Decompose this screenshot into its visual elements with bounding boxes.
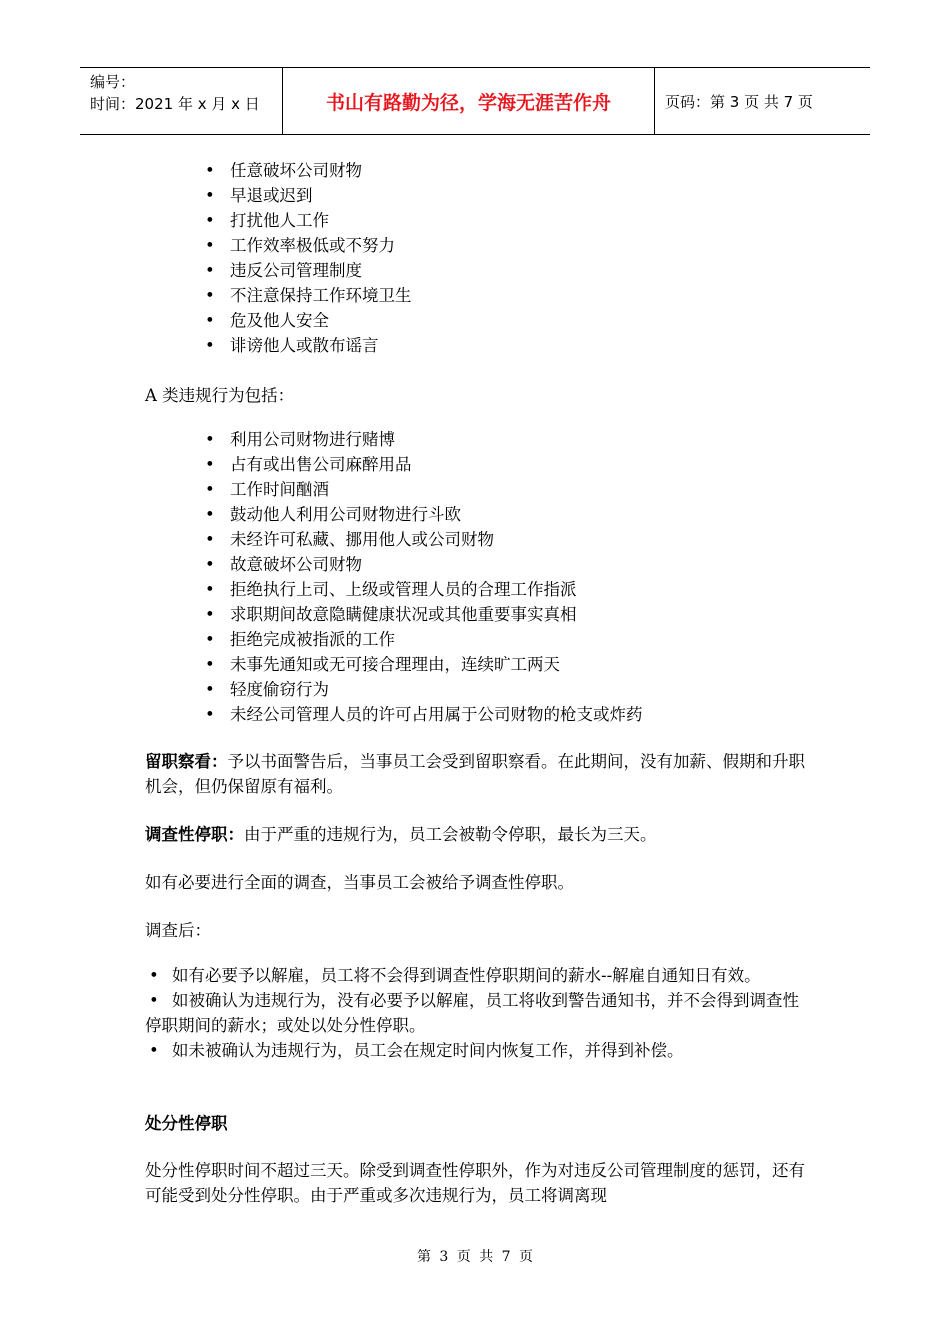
bullet-icon: • — [205, 186, 215, 205]
list-item — [205, 183, 412, 208]
list-item-text: 打扰他人工作 — [230, 211, 329, 230]
list-item-text: 拒绝执行上司、上级或管理人员的合理工作指派 — [230, 580, 577, 599]
bullet-icon: • — [205, 161, 215, 180]
list-item-text: 工作效率极低或不努力 — [230, 236, 395, 255]
list-item-text: 任意破坏公司财物 — [230, 161, 362, 180]
bullet-icon: • — [205, 605, 215, 624]
document-number: 编号： — [90, 73, 136, 91]
bullet-icon: • — [205, 655, 215, 674]
investigative-label: 调查性停职： — [145, 825, 244, 844]
bullet-icon: • — [205, 236, 215, 255]
list-item — [205, 333, 412, 358]
bullet-icon: • — [205, 630, 215, 649]
probation-paragraph — [145, 749, 815, 799]
outcome-text: 如未被确认为违规行为，员工会在规定时间内恢复工作，并得到补偿。 — [172, 1041, 684, 1060]
outcome-text: 如有必要予以解雇，员工将不会得到调查性停职期间的薪水--解雇自通知日有效。 — [172, 966, 761, 985]
bullet-icon: • — [205, 705, 215, 724]
bullet-icon: • — [205, 261, 215, 280]
bullet-icon: • — [149, 991, 159, 1010]
bullet-icon: • — [205, 580, 215, 599]
outcome-item — [145, 1038, 815, 1063]
list-item — [205, 577, 643, 602]
bullet-icon: • — [149, 966, 159, 985]
list-item — [205, 527, 643, 552]
list-item-text: 危及他人安全 — [230, 311, 329, 330]
list-item — [205, 452, 643, 477]
disciplinary-heading — [145, 1111, 815, 1136]
list-item — [205, 477, 643, 502]
list-item-text: 违反公司管理制度 — [230, 261, 362, 280]
list-item — [205, 502, 643, 527]
page-header — [80, 67, 870, 135]
list-item — [205, 158, 412, 183]
list-item — [205, 233, 412, 258]
document-date: 时间：2021 年 x 月 x 日 — [90, 95, 260, 113]
list-item — [205, 427, 643, 452]
bullet-icon: • — [149, 1041, 159, 1060]
bullet-icon: • — [205, 336, 215, 355]
list-item — [205, 552, 643, 577]
list-item-text: 轻度偷窃行为 — [230, 680, 329, 699]
list-item-text: 占有或出售公司麻醉用品 — [230, 455, 412, 474]
bullet-icon: • — [205, 211, 215, 230]
probation-label: 留职察看： — [145, 752, 228, 771]
list-item — [205, 208, 412, 233]
outcome-item — [145, 988, 815, 1038]
list-item-text: 不注意保持工作环境卫生 — [230, 286, 412, 305]
list-item-text: 诽谤他人或散布谣言 — [230, 336, 379, 355]
bullet-icon: • — [205, 555, 215, 574]
list-item-text: 故意破坏公司财物 — [230, 555, 362, 574]
list-item-text: 鼓动他人利用公司财物进行斗欧 — [230, 505, 461, 524]
violation-list-a — [205, 427, 643, 727]
list-item-text: 未经公司管理人员的许可占用属于公司财物的枪支或炸药 — [230, 705, 643, 724]
list-item-text: 工作时间酗酒 — [230, 480, 329, 499]
probation-text: 予以书面警告后，当事员工会受到留职察看。在此期间，没有加薪、假期和升职机会，但仍保留原有福利。 — [145, 752, 805, 796]
list-item-text: 利用公司财物进行赌博 — [230, 430, 395, 449]
header-page-code: 页码：第 3 页 共 7 页 — [665, 92, 813, 111]
header-meta-cell — [80, 68, 283, 134]
bullet-icon: • — [205, 480, 215, 499]
page-footer: 第 3 页 共 7 页 — [416, 1249, 534, 1265]
bullet-icon: • — [205, 430, 215, 449]
outcome-item — [145, 963, 815, 988]
list-item-text: 未事先通知或无可接合理理由，连续旷工两天 — [230, 655, 560, 674]
investigative-note: 如有必要进行全面的调查，当事员工会被给予调查性停职。 — [145, 873, 574, 892]
bullet-icon: • — [205, 505, 215, 524]
investigation-outcomes — [145, 963, 815, 1063]
a-class-heading: A 类违规行为包括： — [145, 386, 295, 405]
bullet-icon: • — [205, 455, 215, 474]
list-item — [205, 652, 643, 677]
investigative-paragraph — [145, 822, 815, 847]
disciplinary-paragraph: 处分性停职时间不超过三天。除受到调查性停职外，作为对违反公司管理制度的惩罚，还有可能受到处分性停职。由于严重或多次违规行为，员工将调离现 — [145, 1161, 805, 1205]
list-item — [205, 602, 643, 627]
list-item-text: 拒绝完成被指派的工作 — [230, 630, 395, 649]
list-item-text: 早退或迟到 — [230, 186, 313, 205]
bullet-icon: • — [205, 680, 215, 699]
investigative-text: 由于严重的违规行为，员工会被勒令停职，最长为三天。 — [244, 825, 657, 844]
bullet-icon: • — [205, 530, 215, 549]
list-item — [205, 283, 412, 308]
list-item-text: 求职期间故意隐瞒健康状况或其他重要事实真相 — [230, 605, 577, 624]
outcome-text: 如被确认为违规行为，没有必要予以解雇，员工将收到警告通知书，并不会得到调查性停职期间的薪水；或处以处分性停职。 — [145, 991, 799, 1035]
after-investigation: 调查后： — [145, 921, 211, 940]
list-item-text: 未经许可私藏、挪用他人或公司财物 — [230, 530, 494, 549]
bullet-icon: • — [205, 311, 215, 330]
disciplinary-heading-text: 处分性停职 — [145, 1114, 228, 1133]
header-motto: 书山有路勤为径，学海无涯苦作舟 — [283, 68, 655, 134]
list-item — [205, 677, 643, 702]
list-item — [205, 627, 643, 652]
violation-list-b — [205, 158, 412, 358]
list-item — [205, 308, 412, 333]
list-item — [205, 702, 643, 727]
bullet-icon: • — [205, 286, 215, 305]
list-item — [205, 258, 412, 283]
